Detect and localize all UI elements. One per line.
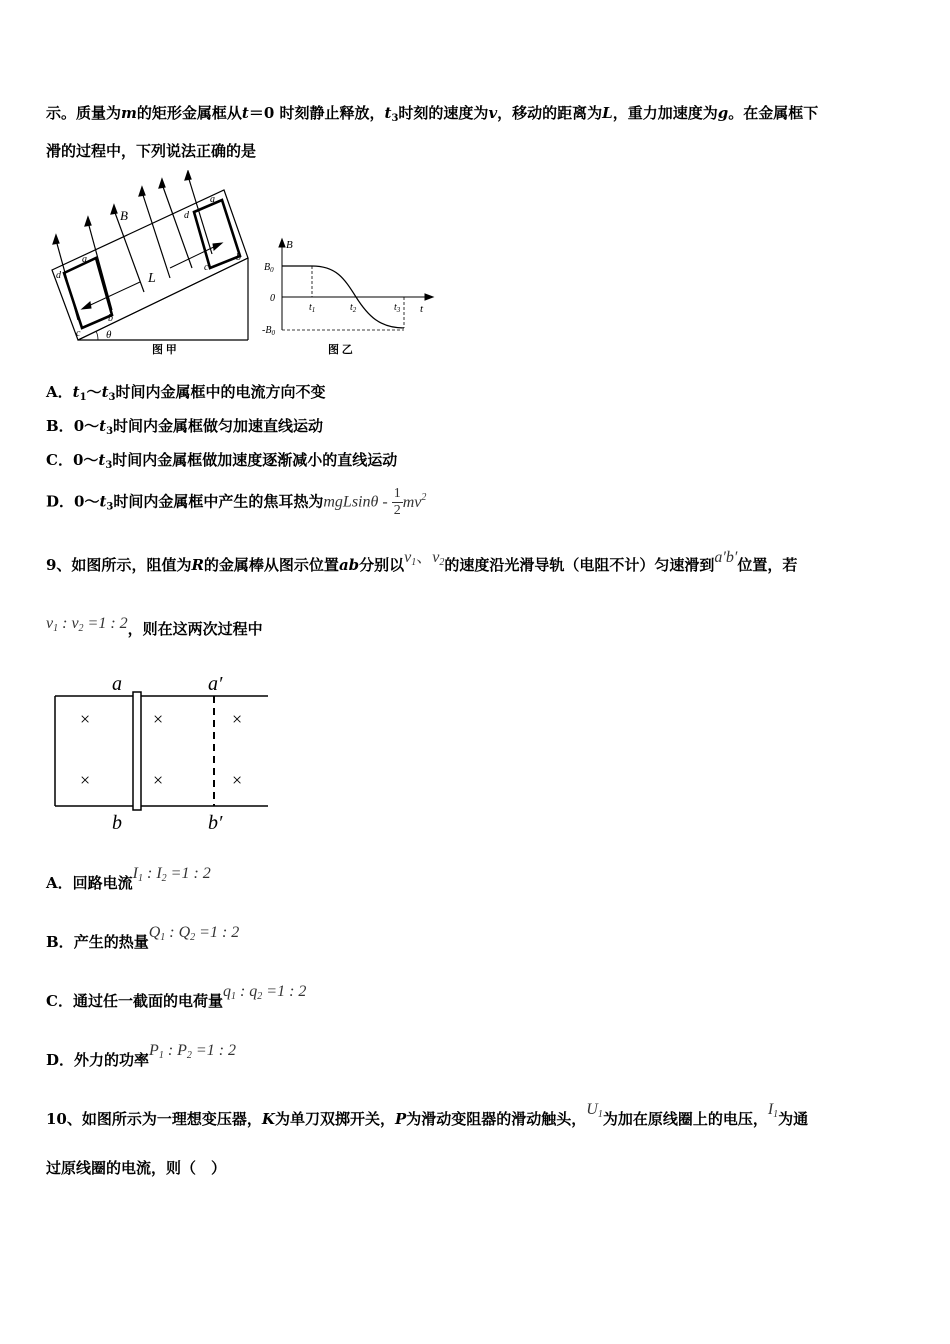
- svg-text:×: ×: [232, 709, 243, 729]
- q8-option-a[interactable]: A．$t_1\sim t_3$时间内金属框中的电流方向不变: [46, 383, 326, 403]
- fig-label-a2: a: [210, 194, 215, 205]
- fig-label-B: B: [120, 208, 128, 223]
- svg-text:×: ×: [80, 770, 91, 790]
- svg-text:×: ×: [153, 770, 164, 790]
- fig-caption-right: 图 乙: [328, 344, 353, 356]
- fig-label-c1: c: [76, 328, 81, 339]
- q8-stem-line1: 示。质量为m的矩形金属框从t＝0 时刻静止释放，$t_3$时刻的速度为v，移动的距离为L，重力加速度为g。在金属框下: [46, 104, 819, 124]
- q10-stem-line2: 过原线圈的电流，则（ ）: [46, 1159, 227, 1177]
- optD-fraction: $\frac{1}{2}$: [393, 486, 401, 518]
- q9-figure: [50, 672, 280, 834]
- fig-label-b1: b: [108, 313, 113, 324]
- q9-stem-line2: $v_1$ : $v_2 =1$ : 2，则在这两次过程中: [46, 615, 263, 638]
- q9-stem-line1: 9、如图所示，阻值为R的金属棒从图示位置ab分别以$v_1$、$v_2$的速度沿光滑导轨（电阻不计）匀速滑到a′b′位置，若: [46, 549, 798, 574]
- q9-option-a[interactable]: A．回路电流$I_1$ : $I_2 =1$ : 2: [46, 865, 211, 892]
- tick-t3: $t_3$: [394, 302, 401, 314]
- q8-option-b[interactable]: B．$0\sim t_3$时间内金属框做匀加速直线运动: [46, 417, 324, 437]
- axis-label-t: t: [420, 303, 424, 315]
- label-b-prime: b′: [208, 812, 223, 834]
- fig-label-d1: d: [56, 270, 61, 281]
- svg-text:×: ×: [232, 770, 243, 790]
- fig-label-c2: c: [204, 262, 209, 273]
- fig-label-d2: d: [184, 210, 189, 221]
- svg-text:×: ×: [80, 709, 91, 729]
- q10-stem-line1: 10、如图所示为一理想变压器，K为单刀双掷开关，P为滑动变阻器的滑动触头，$U_1$为加在原线圈上的电压，$I_1$为通: [46, 1101, 809, 1128]
- fig-label-b2: b: [236, 252, 241, 263]
- q8-option-c[interactable]: C．$0\sim t_3$时间内金属框做加速度逐渐减小的直线运动: [46, 451, 398, 471]
- tick-t1: $t_1$: [309, 302, 316, 314]
- tick-zero: 0: [270, 293, 275, 304]
- label-b: b: [112, 812, 122, 834]
- tick-B0: $B_0$: [264, 262, 274, 274]
- axis-label-B: B: [286, 239, 293, 251]
- tick-negB0: $-B_0$: [262, 325, 275, 337]
- q9-option-b[interactable]: B．产生的热量$Q_1$ : $Q_2 =1$ : 2: [46, 924, 240, 951]
- tick-t2: $t_2$: [350, 302, 357, 314]
- q8-stem-line2: 滑的过程中，下列说法正确的是: [46, 142, 257, 160]
- q9-option-d[interactable]: D．外力的功率$P_1$ : $P_2 =1$ : 2: [46, 1042, 237, 1069]
- fig-label-L: L: [148, 271, 156, 286]
- svg-text:×: ×: [153, 709, 164, 729]
- q9-option-c[interactable]: C．通过任一截面的电荷量$q_1$ : $q_2 =1$ : 2: [46, 983, 307, 1010]
- metal-rod: [133, 692, 141, 810]
- q8-figure-right: [262, 236, 442, 360]
- optD-formula: mgLsinθ -: [323, 493, 392, 511]
- fig-caption-left: 图 甲: [152, 344, 177, 356]
- fig-label-a1: a: [82, 254, 87, 265]
- label-a: a: [112, 673, 122, 695]
- label-a-prime: a′: [208, 673, 223, 695]
- q8-option-d[interactable]: D．$0\sim t_3$时间内金属框中产生的焦耳热为mgLsinθ - $\frac{1}{2}$ $mv^2$: [46, 486, 427, 518]
- q8-figure-left: [44, 170, 254, 360]
- fig-label-theta: θ: [106, 329, 112, 341]
